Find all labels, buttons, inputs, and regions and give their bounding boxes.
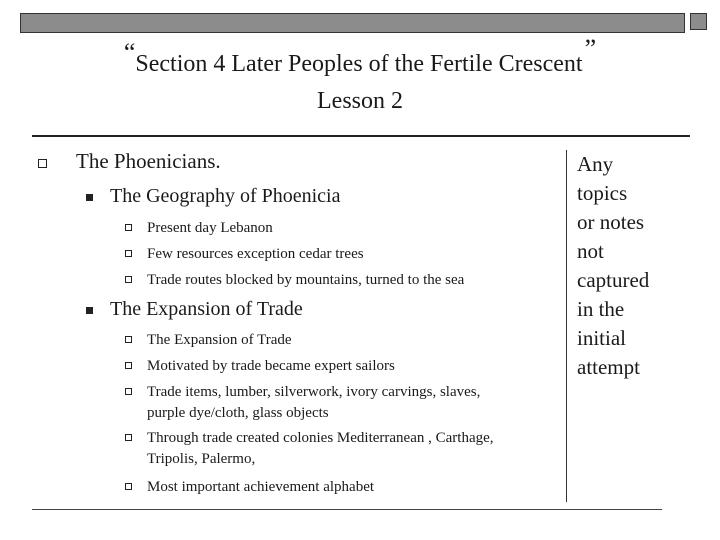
side-note-line: topics bbox=[577, 181, 628, 205]
list-item-continuation: Tripolis, Palermo, bbox=[147, 451, 256, 467]
side-note-line: captured bbox=[577, 268, 650, 292]
outline-heading: The Phoenicians. bbox=[76, 149, 221, 173]
side-note bbox=[577, 150, 687, 382]
hollow-square-bullet-icon bbox=[125, 336, 132, 343]
slide-title-text: Section 4 Later Peoples of the Fertile Crescent bbox=[135, 51, 583, 77]
list-item: Present day Lebanon bbox=[147, 220, 273, 236]
side-note-line: in the bbox=[577, 297, 625, 321]
side-note-line: or notes bbox=[577, 210, 645, 234]
corner-square bbox=[690, 13, 707, 30]
filled-square-bullet-icon bbox=[86, 307, 93, 314]
list-item: Most important achievement alphabet bbox=[147, 479, 375, 495]
side-note-line: not bbox=[577, 239, 604, 263]
hollow-square-bullet-icon bbox=[125, 362, 132, 369]
hollow-square-bullet-icon bbox=[38, 159, 47, 168]
list-item: Few resources exception cedar trees bbox=[147, 246, 364, 262]
header-bar bbox=[20, 13, 685, 33]
hollow-square-bullet-icon bbox=[125, 224, 132, 231]
list-item: Through trade created colonies Mediterranean , Carthage, bbox=[147, 430, 494, 446]
slide-title bbox=[0, 34, 720, 78]
section-label: The Geography of Phoenicia bbox=[110, 185, 341, 207]
list-item-continuation: purple dye/cloth, glass objects bbox=[147, 405, 329, 421]
hollow-square-bullet-icon bbox=[125, 388, 132, 395]
column-divider bbox=[566, 150, 567, 502]
side-note-line: initial bbox=[577, 326, 626, 350]
slide-subtitle: Lesson 2 bbox=[317, 88, 403, 114]
hollow-square-bullet-icon bbox=[125, 483, 132, 490]
hollow-square-bullet-icon bbox=[125, 434, 132, 441]
close-quote: ” bbox=[584, 34, 597, 63]
side-note-line: Any bbox=[577, 152, 614, 176]
filled-square-bullet-icon bbox=[86, 194, 93, 201]
side-note-line: attempt bbox=[577, 355, 640, 379]
bottom-rule bbox=[32, 509, 662, 510]
list-item: Motivated by trade became expert sailors bbox=[147, 358, 395, 374]
section-label: The Expansion of Trade bbox=[110, 298, 303, 320]
title-rule bbox=[32, 135, 690, 137]
list-item: The Expansion of Trade bbox=[147, 332, 292, 348]
list-item: Trade routes blocked by mountains, turned to the sea bbox=[147, 272, 465, 288]
open-quote: “ bbox=[123, 38, 136, 67]
list-item: Trade items, lumber, silverwork, ivory carvings, slaves, bbox=[147, 384, 481, 400]
hollow-square-bullet-icon bbox=[125, 276, 132, 283]
hollow-square-bullet-icon bbox=[125, 250, 132, 257]
